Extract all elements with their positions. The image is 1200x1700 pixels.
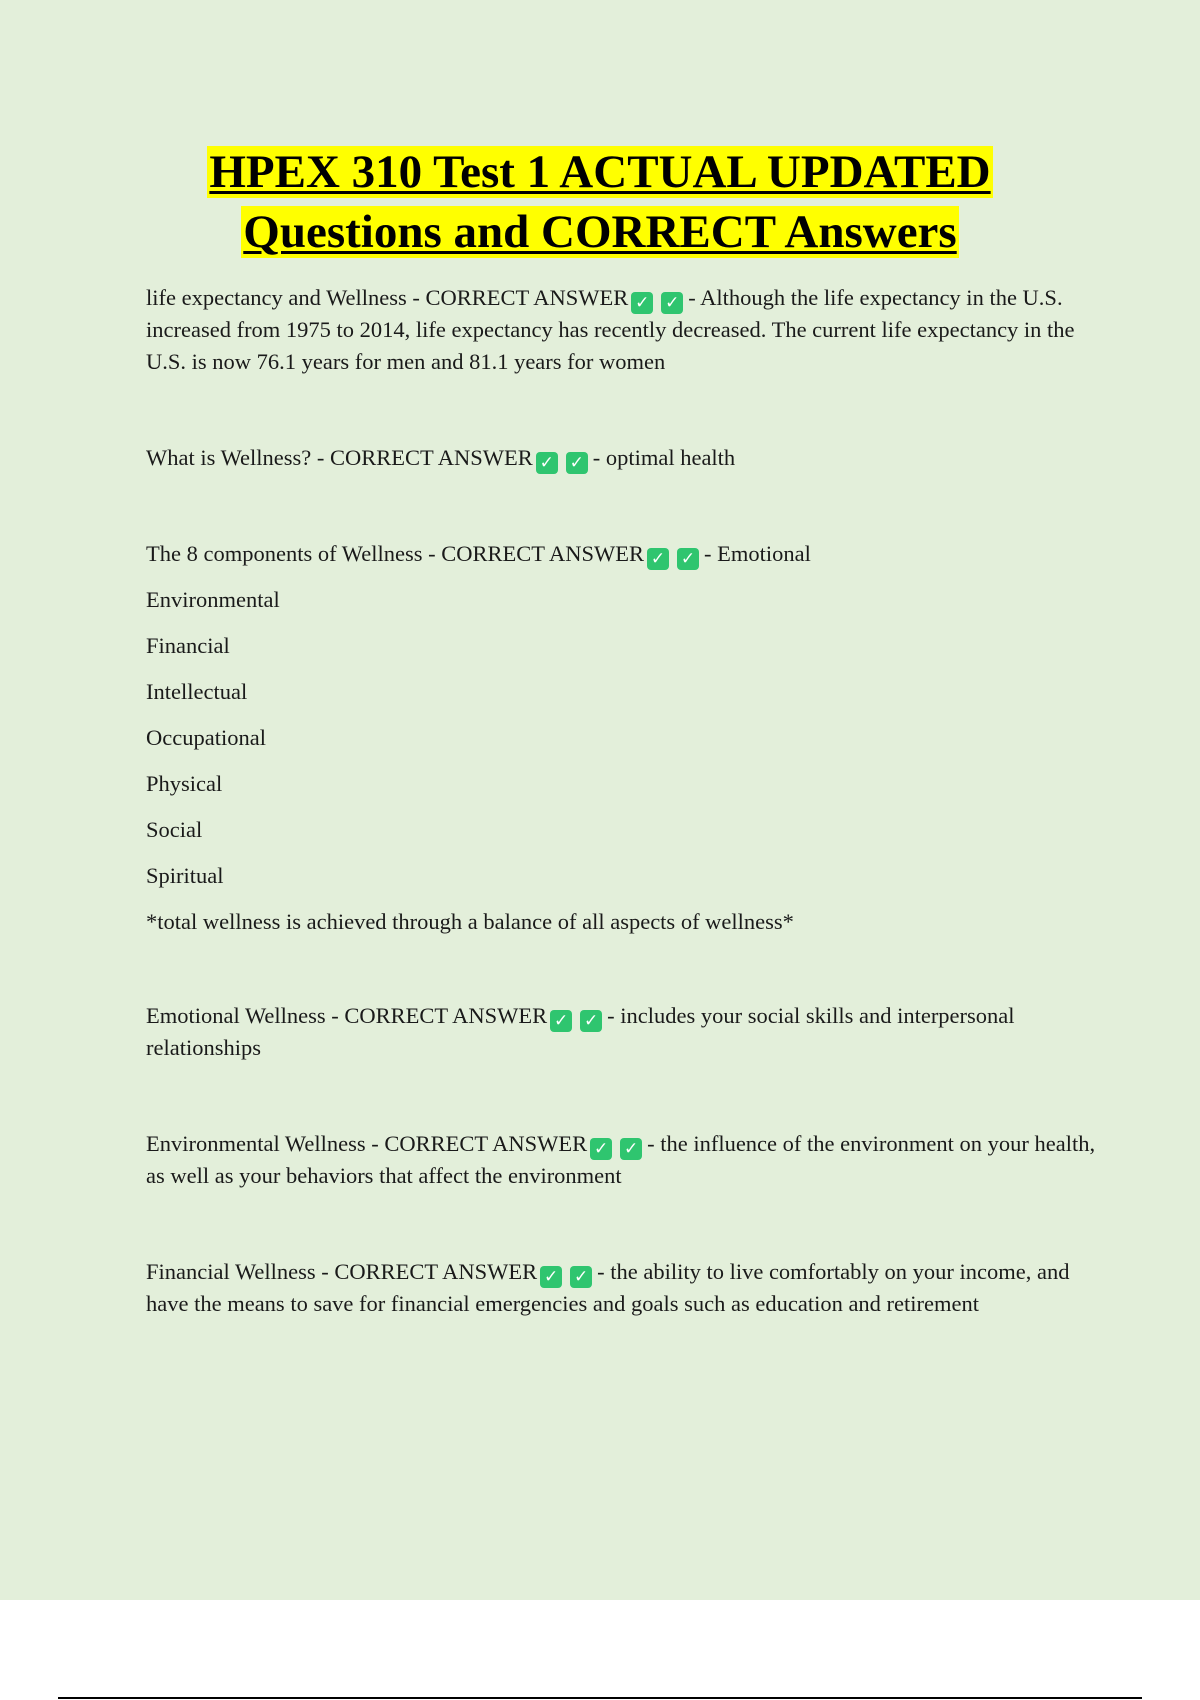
- check-mark-icon: ✓: [631, 292, 653, 314]
- qa-item-financial-wellness: [146, 1256, 1096, 1320]
- qa-answer: - optimal health: [592, 445, 736, 470]
- component-item: Spiritual: [146, 863, 224, 888]
- qa-term: Environmental Wellness - CORRECT ANSWER: [146, 1131, 588, 1156]
- qa-item-life-expectancy: [146, 282, 1096, 378]
- check-mark-icon: ✓: [540, 1266, 562, 1288]
- wellness-note: *total wellness is achieved through a balance of all aspects of wellness*: [146, 909, 794, 934]
- qa-term: Financial Wellness - CORRECT ANSWER: [146, 1259, 538, 1284]
- qa-item-what-is-wellness: [146, 442, 1096, 474]
- document-title: [0, 142, 1200, 262]
- qa-item-emotional-wellness: [146, 1000, 1096, 1064]
- check-mark-icon: ✓: [590, 1138, 612, 1160]
- check-mark-icon: ✓: [620, 1138, 642, 1160]
- qa-term: Emotional Wellness - CORRECT ANSWER: [146, 1003, 548, 1028]
- component-item: Social: [146, 817, 203, 842]
- component-item: Intellectual: [146, 679, 248, 704]
- qa-answer: - includes your social skills and interpersonal relationships: [146, 1003, 1015, 1060]
- title-line-1: HPEX 310 Test 1 ACTUAL UPDATED: [209, 146, 991, 198]
- component-item: Occupational: [146, 725, 266, 750]
- check-mark-icon: ✓: [677, 548, 699, 570]
- check-mark-icon: ✓: [566, 452, 588, 474]
- footer-divider: [58, 1697, 1142, 1699]
- component-item: Environmental: [146, 587, 280, 612]
- check-mark-icon: ✓: [647, 548, 669, 570]
- check-mark-icon: ✓: [580, 1010, 602, 1032]
- check-mark-icon: ✓: [661, 292, 683, 314]
- qa-term: life expectancy and Wellness - CORRECT ANSWER: [146, 285, 629, 310]
- check-mark-icon: ✓: [550, 1010, 572, 1032]
- qa-answer: - Although the life expectancy in the U.S. increased from 1975 to 2014, life expectancy has recently decreased. The current life expectancy in the U.S. is now 76.1 years for men and 81.1 years for women: [146, 285, 1075, 374]
- component-item: Physical: [146, 771, 223, 796]
- qa-item-environmental-wellness: [146, 1128, 1096, 1192]
- check-mark-icon: ✓: [570, 1266, 592, 1288]
- qa-term: The 8 components of Wellness - CORRECT ANSWER: [146, 541, 644, 566]
- component-item: Financial: [146, 633, 230, 658]
- qa-content: [146, 282, 1096, 1320]
- qa-answer: - the ability to live comfortably on your income, and have the means to save for financial emergencies and goals such as education and retirement: [146, 1259, 1070, 1316]
- title-line-2: Questions and CORRECT Answers: [243, 206, 957, 258]
- qa-item-8-components: [146, 538, 1096, 570]
- check-mark-icon: ✓: [536, 452, 558, 474]
- qa-term: What is Wellness? - CORRECT ANSWER: [146, 445, 533, 470]
- qa-answer: - Emotional: [703, 541, 811, 566]
- qa-answer: - the influence of the environment on your health, as well as your behaviors that affect the environment: [146, 1131, 1096, 1188]
